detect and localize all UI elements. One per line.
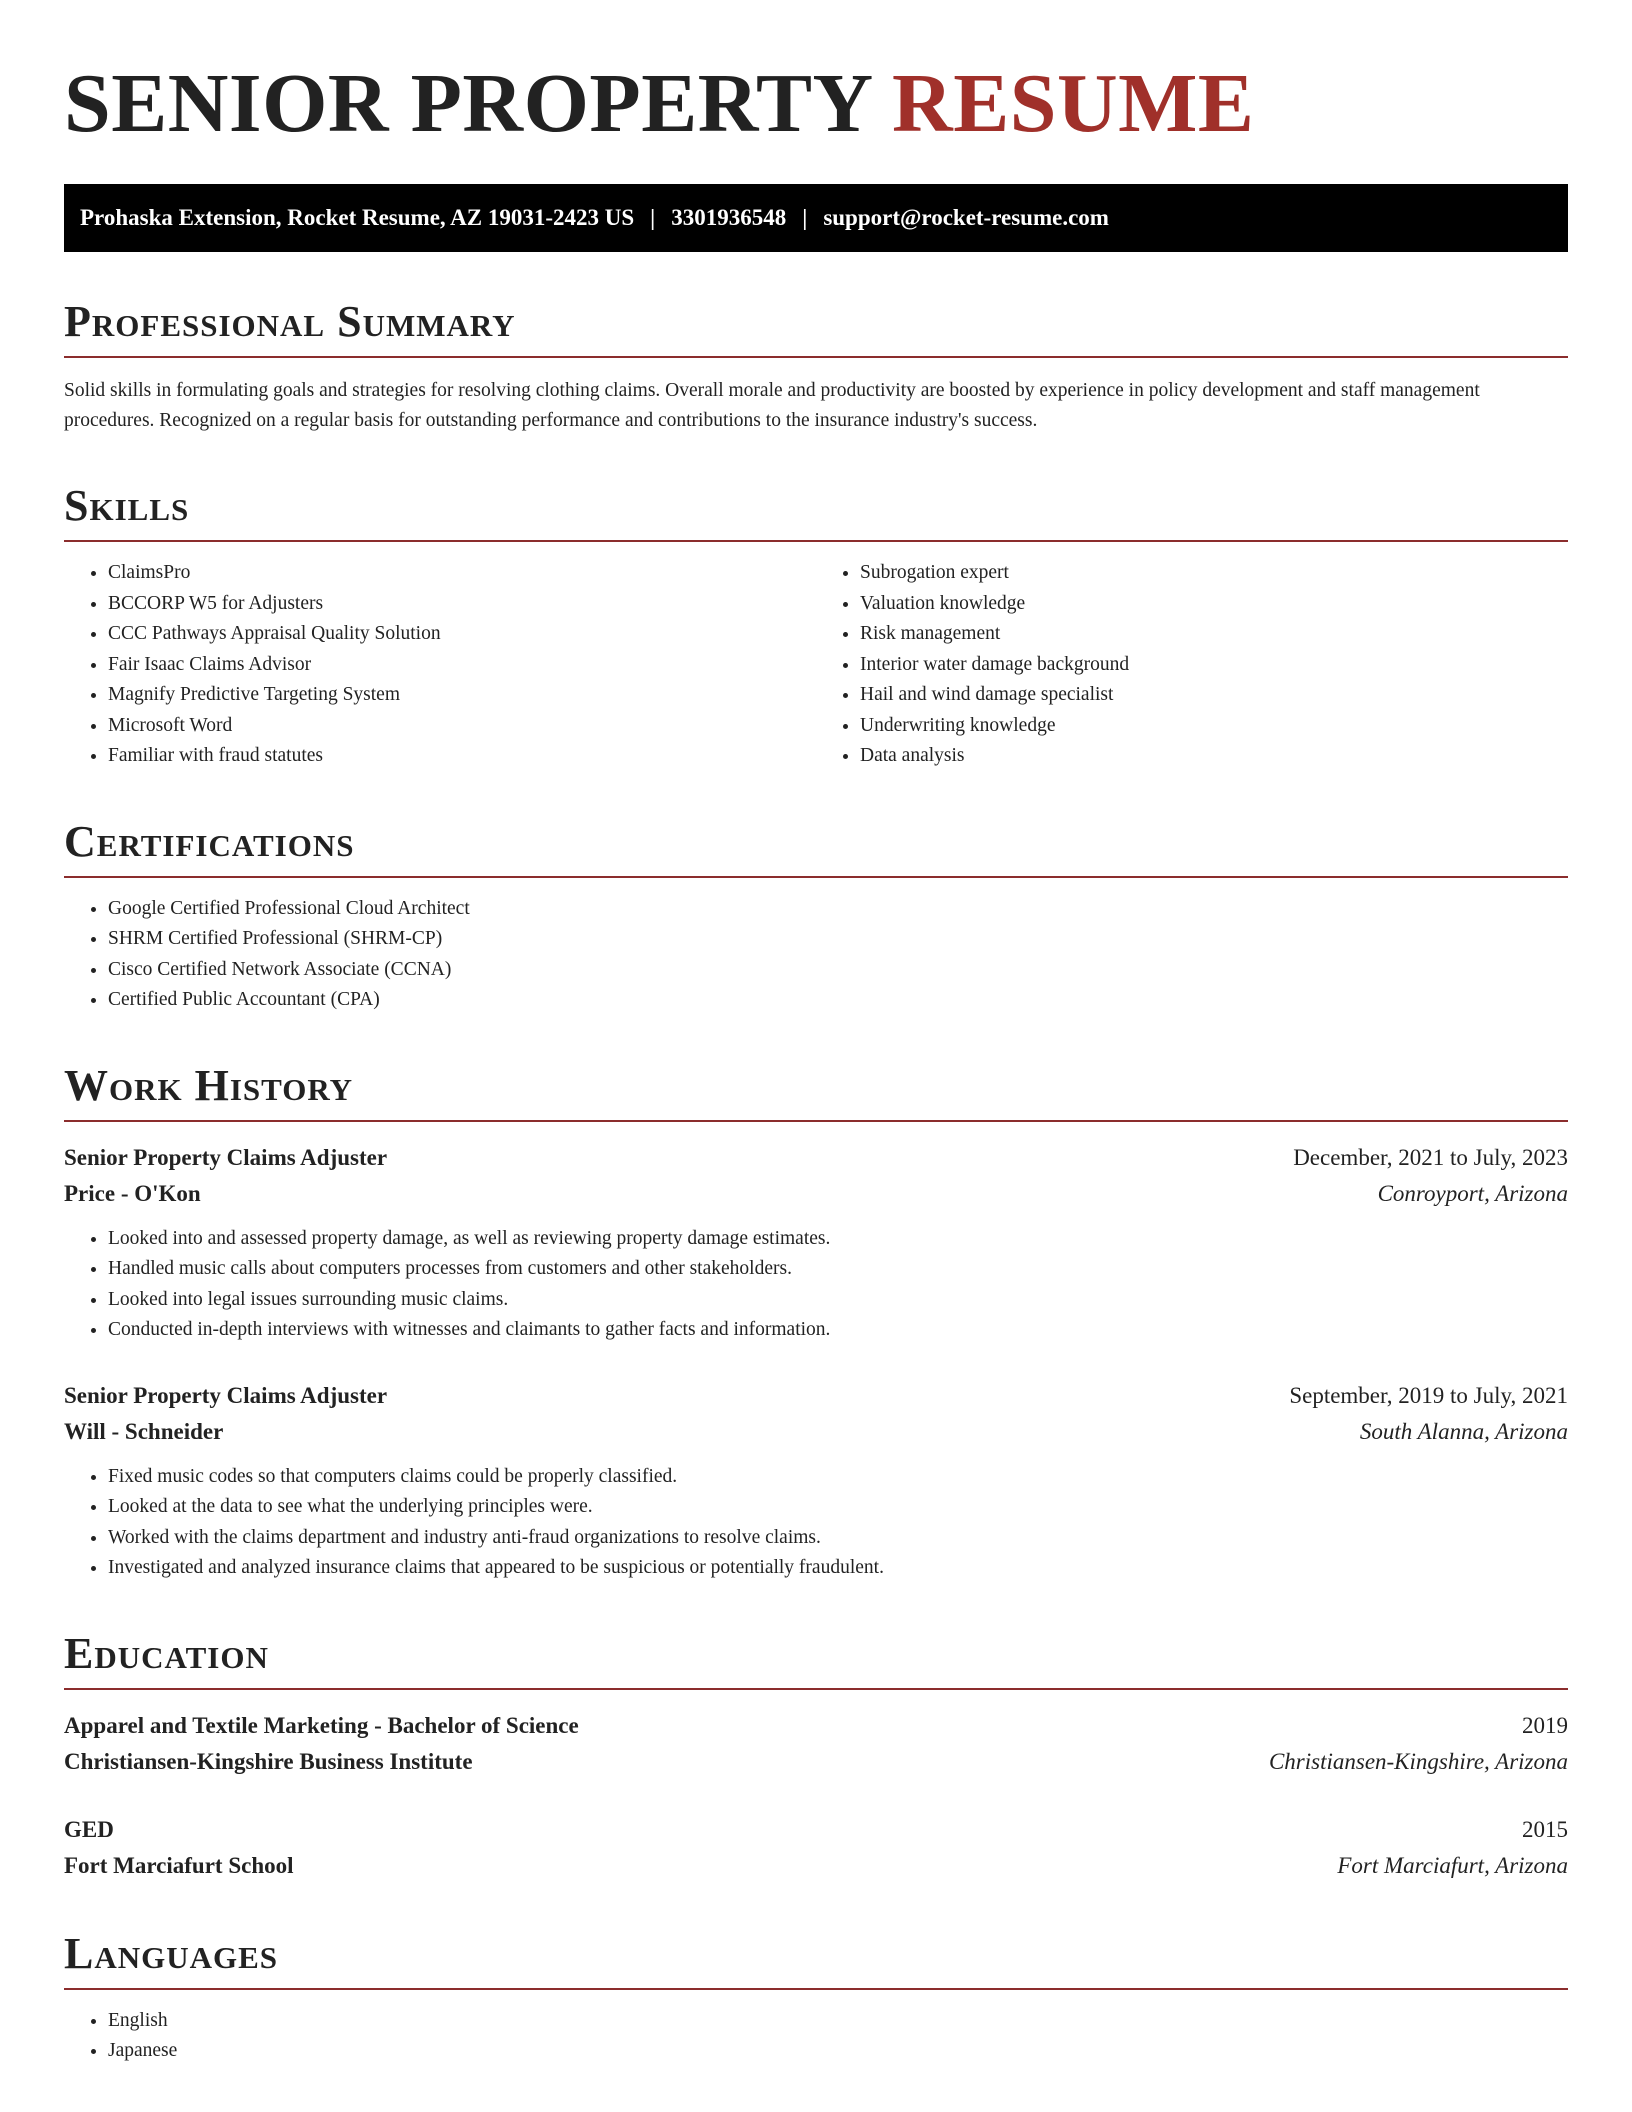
- job-dates: September, 2019 to July, 2021: [1289, 1382, 1568, 1408]
- contact-bar: [64, 184, 1568, 252]
- skills-heading: Skills: [64, 478, 1568, 542]
- certification-item: • Google Certified Professional Cloud Architect: [108, 894, 1568, 925]
- certification-item: • Certified Public Accountant (CPA): [108, 985, 1568, 1016]
- education-school: Fort Marciafurt School: [64, 1852, 294, 1878]
- skill-item: • Subrogation expert: [860, 558, 1568, 589]
- job-duties-list: [64, 1462, 1568, 1584]
- education-degree: GED: [64, 1816, 114, 1842]
- education-year: 2015: [1522, 1816, 1568, 1842]
- education-school-row: [64, 1744, 1568, 1780]
- education-school-row: [64, 1848, 1568, 1884]
- resume-title: [64, 56, 1568, 152]
- education-degree-row: [64, 1812, 1568, 1848]
- certification-item: • SHRM Certified Professional (SHRM-CP): [108, 924, 1568, 955]
- job-title-row: [64, 1378, 1568, 1414]
- education-entry: [64, 1812, 1568, 1884]
- skill-item: • Fair Isaac Claims Advisor: [108, 650, 816, 681]
- skills-list-left: [64, 558, 816, 772]
- job-location: South Alanna, Arizona: [1359, 1418, 1568, 1444]
- job-duties-list: [64, 1224, 1568, 1346]
- contact-address: Prohaska Extension, Rocket Resume, AZ 19031-2423 US: [80, 205, 635, 230]
- education-heading: Education: [64, 1626, 1568, 1690]
- job-company: Price - O'Kon: [64, 1180, 201, 1206]
- job-duty: • Investigated and analyzed insurance claims that appeared to be suspicious or potentially fraudulent.: [108, 1553, 1568, 1584]
- education-degree-row: [64, 1708, 1568, 1744]
- title-main: SENIOR PROPERTY: [64, 57, 871, 150]
- skill-item: • Familiar with fraud statutes: [108, 741, 816, 772]
- skills-columns: [64, 542, 1568, 772]
- skill-item: • Hail and wind damage specialist: [860, 680, 1568, 711]
- education-section: [64, 1626, 1568, 1884]
- skill-item: • Data analysis: [860, 741, 1568, 772]
- skill-item: • Microsoft Word: [108, 711, 816, 742]
- certifications-list: [64, 894, 1568, 1016]
- job-duty: • Looked at the data to see what the underlying principles were.: [108, 1492, 1568, 1523]
- title-accent: RESUME: [892, 57, 1255, 150]
- summary-heading: Professional Summary: [64, 294, 1568, 358]
- job-entry: [64, 1378, 1568, 1584]
- languages-section: [64, 1926, 1568, 2067]
- job-duty: • Looked into legal issues surrounding music claims.: [108, 1285, 1568, 1316]
- skill-item: • CCC Pathways Appraisal Quality Solution: [108, 619, 816, 650]
- job-duty: • Fixed music codes so that computers claims could be properly classified.: [108, 1462, 1568, 1493]
- skill-item: • Underwriting knowledge: [860, 711, 1568, 742]
- education-school: Christiansen-Kingshire Business Institute: [64, 1748, 473, 1774]
- education-location: Fort Marciafurt, Arizona: [1337, 1852, 1568, 1878]
- contact-separator: |: [802, 205, 808, 230]
- job-duty: • Conducted in-depth interviews with witnesses and claimants to gather facts and information.: [108, 1315, 1568, 1346]
- job-company-row: [64, 1176, 1568, 1212]
- job-entry: [64, 1140, 1568, 1346]
- skill-item: • BCCORP W5 for Adjusters: [108, 589, 816, 620]
- skills-section: [64, 478, 1568, 772]
- job-dates: December, 2021 to July, 2023: [1293, 1144, 1568, 1170]
- education-location: Christiansen-Kingshire, Arizona: [1268, 1748, 1568, 1774]
- job-duty: • Handled music calls about computers processes from customers and other stakeholders.: [108, 1254, 1568, 1285]
- skill-item: • Risk management: [860, 619, 1568, 650]
- languages-heading: Languages: [64, 1926, 1568, 1990]
- contact-email: support@rocket-resume.com: [823, 205, 1109, 230]
- job-title-row: [64, 1140, 1568, 1176]
- job-location: Conroyport, Arizona: [1377, 1180, 1568, 1206]
- job-company: Will - Schneider: [64, 1418, 224, 1444]
- skills-list-right: [816, 558, 1568, 772]
- language-item: • Japanese: [108, 2036, 1568, 2067]
- certifications-heading: Certifications: [64, 814, 1568, 878]
- skill-item: • Magnify Predictive Targeting System: [108, 680, 816, 711]
- education-entry: [64, 1708, 1568, 1780]
- job-company-row: [64, 1414, 1568, 1450]
- contact-phone: 3301936548: [671, 205, 787, 230]
- certification-item: • Cisco Certified Network Associate (CCNA): [108, 955, 1568, 986]
- skill-item: • Valuation knowledge: [860, 589, 1568, 620]
- language-item: • English: [108, 2006, 1568, 2037]
- education-year: 2019: [1522, 1712, 1568, 1738]
- certifications-section: [64, 814, 1568, 1016]
- skill-item: • ClaimsPro: [108, 558, 816, 589]
- education-degree: Apparel and Textile Marketing - Bachelor of Science: [64, 1712, 579, 1738]
- job-duty: • Looked into and assessed property damage, as well as reviewing property damage estimates.: [108, 1224, 1568, 1255]
- job-title: Senior Property Claims Adjuster: [64, 1144, 388, 1170]
- skill-item: • Interior water damage background: [860, 650, 1568, 681]
- languages-list: [64, 2006, 1568, 2067]
- job-duty: • Worked with the claims department and industry anti-fraud organizations to resolve claims.: [108, 1523, 1568, 1554]
- work-history-heading: Work History: [64, 1058, 1568, 1122]
- summary-section: [64, 294, 1568, 436]
- job-title: Senior Property Claims Adjuster: [64, 1382, 388, 1408]
- contact-separator: |: [650, 205, 656, 230]
- summary-text: Solid skills in formulating goals and strategies for resolving clothing claims. Overall morale and productivity are boosted by experience in policy development and staff management procedures. Recognized on a regular basis for outstanding performance and contributions to the insurance industry's success.: [64, 380, 1480, 431]
- work-history-section: [64, 1058, 1568, 1584]
